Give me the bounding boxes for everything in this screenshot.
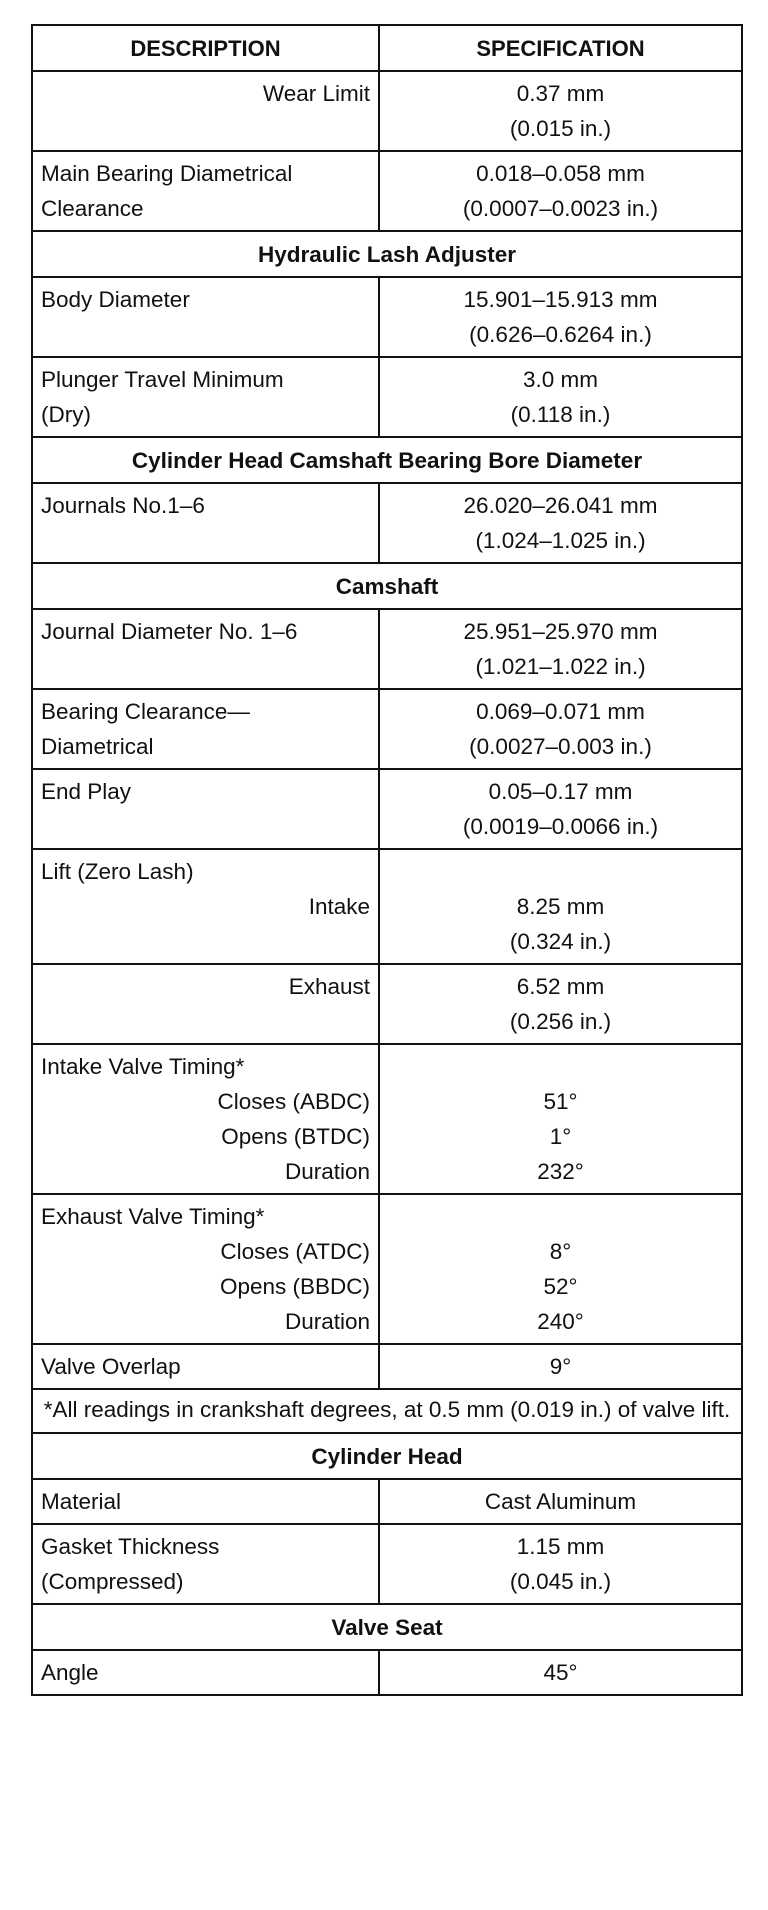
description-text: Diametrical <box>41 734 154 759</box>
spec-value: (0.0027–0.003 in.) <box>469 734 652 759</box>
description-cell <box>32 1344 379 1389</box>
spec-value: Cast Aluminum <box>484 1489 637 1514</box>
description-text: Gasket Thickness <box>41 1534 220 1559</box>
sub-item-label: Closes (ABDC) <box>217 1089 370 1114</box>
specification-cell <box>379 1524 742 1604</box>
specification-cell <box>379 1344 742 1389</box>
sub-item-label: Intake <box>308 894 370 919</box>
description-cell <box>32 769 379 849</box>
specification-cell <box>379 689 742 769</box>
description-text: Wear Limit <box>262 81 370 106</box>
sub-item-label: Duration <box>284 1309 370 1334</box>
specification-cell <box>379 277 742 357</box>
description-text: Plunger Travel Minimum <box>41 367 284 392</box>
description-cell <box>32 483 379 563</box>
group-row <box>32 849 742 964</box>
specification-cell <box>379 609 742 689</box>
spec-value: (0.0019–0.0066 in.) <box>462 814 659 839</box>
description-text: Valve Overlap <box>41 1354 181 1379</box>
specification-cell <box>379 1650 742 1695</box>
group-title: Intake Valve Timing* <box>41 1054 245 1079</box>
specification-cell <box>379 71 742 151</box>
description-text: Main Bearing Diametrical <box>41 161 293 186</box>
spec-row <box>32 71 742 151</box>
spec-row <box>32 277 742 357</box>
section-title: Valve Seat <box>32 1604 742 1650</box>
spec-value: (0.324 in.) <box>509 929 612 954</box>
group-title: Exhaust Valve Timing* <box>41 1204 265 1229</box>
spec-value: (0.015 in.) <box>509 116 612 141</box>
description-cell <box>32 1194 379 1344</box>
section-title: Cylinder Head <box>32 1433 742 1479</box>
group-row <box>32 1044 742 1194</box>
specification-cell <box>379 849 742 964</box>
specification-cell <box>379 1044 742 1194</box>
specification-cell <box>379 483 742 563</box>
sub-item-label: Duration <box>284 1159 370 1184</box>
spec-value: (0.256 in.) <box>509 1009 612 1034</box>
spec-value: 8° <box>549 1239 572 1264</box>
description-cell <box>32 1044 379 1194</box>
description-text: (Compressed) <box>41 1569 184 1594</box>
section-title: Cylinder Head Camshaft Bearing Bore Diameter <box>32 437 742 483</box>
spec-value: (0.045 in.) <box>509 1569 612 1594</box>
description-text: Journals No.1–6 <box>41 493 205 518</box>
spec-row <box>32 1650 742 1695</box>
description-text: End Play <box>41 779 132 804</box>
specification-cell <box>379 151 742 231</box>
sub-item-label: Closes (ATDC) <box>220 1239 370 1264</box>
spec-value: 45° <box>543 1660 578 1685</box>
description-text: Body Diameter <box>41 287 190 312</box>
spec-value: (0.0007–0.0023 in.) <box>462 196 659 221</box>
spacer <box>386 1199 735 1234</box>
specification-cell <box>379 357 742 437</box>
group-row <box>32 1194 742 1344</box>
spec-value: 0.05–0.17 mm <box>488 779 633 804</box>
description-text: (Dry) <box>41 402 91 427</box>
sub-item-label: Opens (BBDC) <box>219 1274 370 1299</box>
spec-table <box>31 24 743 1696</box>
specification-header: SPECIFICATION <box>379 25 742 71</box>
spec-row <box>32 1344 742 1389</box>
section-row <box>32 437 742 483</box>
description-cell <box>32 357 379 437</box>
description-cell <box>32 151 379 231</box>
spec-row <box>32 609 742 689</box>
spec-value: 232° <box>537 1159 584 1184</box>
description-cell <box>32 689 379 769</box>
description-text: Clearance <box>41 196 144 221</box>
spec-value: 25.951–25.970 mm <box>463 619 658 644</box>
spec-value: 52° <box>543 1274 578 1299</box>
spec-row <box>32 357 742 437</box>
header-row <box>32 25 742 71</box>
spec-value: 9° <box>549 1354 572 1379</box>
spec-row <box>32 964 742 1044</box>
description-header: DESCRIPTION <box>32 25 379 71</box>
spec-value: (0.626–0.6264 in.) <box>469 322 652 347</box>
spec-value: 15.901–15.913 mm <box>463 287 658 312</box>
spec-row <box>32 769 742 849</box>
spec-value: 240° <box>537 1309 584 1334</box>
spec-value: 1° <box>549 1124 572 1149</box>
spacer <box>386 1049 735 1084</box>
spec-row <box>32 1524 742 1604</box>
spec-value: 26.020–26.041 mm <box>463 493 658 518</box>
sub-item-label: Opens (BTDC) <box>221 1124 370 1149</box>
description-cell <box>32 71 379 151</box>
description-cell <box>32 609 379 689</box>
spacer <box>41 924 370 959</box>
spec-value: 1.15 mm <box>516 1534 605 1559</box>
section-title: Hydraulic Lash Adjuster <box>32 231 742 277</box>
section-title: Camshaft <box>32 563 742 609</box>
description-cell <box>32 1479 379 1524</box>
specification-cell <box>379 1479 742 1524</box>
footnote-text: *All readings in crankshaft degrees, at 0.5 mm (0.019 in.) of valve lift. <box>32 1389 742 1433</box>
spec-value: 0.37 mm <box>516 81 605 106</box>
description-cell <box>32 1650 379 1695</box>
group-title: Lift (Zero Lash) <box>41 859 194 884</box>
section-row <box>32 1604 742 1650</box>
specification-cell <box>379 1194 742 1344</box>
description-cell <box>32 1524 379 1604</box>
spec-value: 6.52 mm <box>516 974 605 999</box>
description-text: Angle <box>41 1660 99 1685</box>
spec-value: 51° <box>543 1089 578 1114</box>
description-text: Bearing Clearance— <box>41 699 250 724</box>
spec-value: 0.069–0.071 mm <box>476 699 645 724</box>
description-cell <box>32 849 379 964</box>
specification-cell <box>379 964 742 1044</box>
description-text: Material <box>41 1489 122 1514</box>
description-text: Journal Diameter No. 1–6 <box>41 619 298 644</box>
section-row <box>32 1433 742 1479</box>
spec-value: (1.021–1.022 in.) <box>475 654 646 679</box>
description-cell <box>32 277 379 357</box>
spec-value: (0.118 in.) <box>510 402 611 427</box>
spec-value: 0.018–0.058 mm <box>476 161 645 186</box>
spec-table-body <box>32 25 742 1695</box>
spec-row <box>32 483 742 563</box>
section-row <box>32 563 742 609</box>
spec-value: 8.25 mm <box>516 894 605 919</box>
spec-value: (1.024–1.025 in.) <box>475 528 646 553</box>
specification-cell <box>379 769 742 849</box>
spec-row <box>32 151 742 231</box>
spec-row <box>32 1479 742 1524</box>
spec-row <box>32 689 742 769</box>
footnote-row <box>32 1389 742 1433</box>
description-cell <box>32 964 379 1044</box>
spec-value: 3.0 mm <box>522 367 598 392</box>
spacer <box>386 854 735 889</box>
section-row <box>32 231 742 277</box>
description-text: Exhaust <box>288 974 370 999</box>
